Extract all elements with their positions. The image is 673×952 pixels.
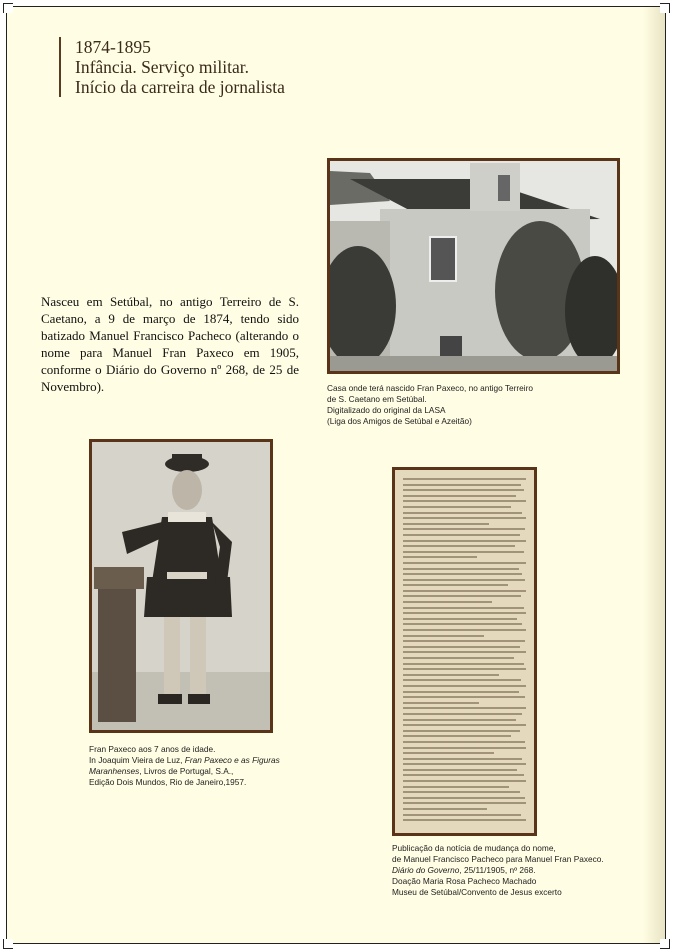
child-caption-line-2 bbox=[89, 755, 280, 766]
newspaper-text-lines bbox=[403, 478, 526, 825]
corner-mark-top-right bbox=[660, 3, 670, 13]
newspaper-text-line bbox=[403, 802, 526, 804]
newspaper-text-line bbox=[403, 769, 517, 771]
chapter-title bbox=[59, 37, 285, 97]
newspaper-text-line bbox=[403, 618, 517, 620]
newspaper-text-line bbox=[403, 674, 499, 676]
house-photo bbox=[327, 158, 620, 374]
newspaper-text-line bbox=[403, 763, 526, 765]
newspaper-text-line bbox=[403, 819, 526, 821]
newspaper-text-line bbox=[403, 663, 524, 665]
newspaper-text-line bbox=[403, 651, 526, 653]
newspaper-text-line bbox=[403, 646, 520, 648]
newspaper-text-line bbox=[403, 780, 526, 782]
child-caption-line-3 bbox=[89, 766, 280, 777]
newspaper-text-line bbox=[403, 691, 519, 693]
child-caption-publisher: , Livros de Portugal, S.A., bbox=[139, 766, 234, 776]
chapter-subtitle-line-2: Início da carreira de jornalista bbox=[75, 77, 285, 97]
newspaper-text-line bbox=[403, 579, 525, 581]
newspaper-text-line bbox=[403, 629, 526, 631]
child-caption-book-title: Fran Paxeco e as Figuras bbox=[184, 755, 280, 765]
newspaper-text-line bbox=[403, 724, 526, 726]
newspaper-text-line bbox=[403, 814, 521, 816]
newspaper-text-line bbox=[403, 573, 522, 575]
newspaper-text-line bbox=[403, 640, 525, 642]
newspaper-text-line bbox=[403, 517, 526, 519]
newspaper-text-line bbox=[403, 808, 487, 810]
newspaper-text-line bbox=[403, 758, 522, 760]
newspaper-text-line bbox=[403, 500, 526, 502]
newspaper-text-line bbox=[403, 540, 526, 542]
newspaper-text-line bbox=[403, 657, 514, 659]
newspaper-text-line bbox=[403, 568, 519, 570]
newspaper-text-line bbox=[403, 735, 511, 737]
child-portrait-caption bbox=[89, 744, 280, 788]
newspaper-text-line bbox=[403, 791, 520, 793]
newspaper-text-line bbox=[403, 478, 526, 480]
newspaper-caption-line-5: Museu de Setúbal/Convento de Jesus excerto bbox=[392, 887, 562, 897]
child-caption-book-title-cont: Maranhenses bbox=[89, 766, 140, 776]
newspaper-text-line bbox=[403, 489, 524, 491]
newspaper-text-line bbox=[403, 534, 520, 536]
newspaper-text-line bbox=[403, 707, 526, 709]
child-caption-source: In Joaquim Vieira de Luz, bbox=[89, 755, 185, 765]
newspaper-clipping-caption bbox=[392, 843, 604, 898]
newspaper-text-line bbox=[403, 601, 492, 603]
newspaper-text-line bbox=[403, 512, 522, 514]
corner-mark-bottom-left bbox=[3, 939, 13, 949]
chapter-years: 1874-1895 bbox=[75, 37, 151, 57]
newspaper-text-line bbox=[403, 623, 522, 625]
corner-mark-top-left bbox=[3, 3, 13, 13]
chapter-subtitle-line-1: Infância. Serviço militar. bbox=[75, 57, 249, 77]
newspaper-text-line bbox=[403, 484, 521, 486]
newspaper-text-line bbox=[403, 612, 526, 614]
newspaper-text-line bbox=[403, 545, 515, 547]
child-caption-line-4: Edição Dois Mundos, Rio de Janeiro,1957. bbox=[89, 777, 247, 787]
newspaper-text-line bbox=[403, 635, 484, 637]
newspaper-text-line bbox=[403, 786, 509, 788]
house-caption-line-2: de S. Caetano em Setúbal. bbox=[327, 394, 427, 404]
newspaper-text-line bbox=[403, 584, 508, 586]
page bbox=[6, 6, 666, 944]
newspaper-text-line bbox=[403, 797, 525, 799]
newspaper-text-line bbox=[403, 774, 524, 776]
newspaper-clipping-image bbox=[392, 467, 537, 836]
newspaper-text-line bbox=[403, 741, 525, 743]
house-caption-line-4: (Liga dos Amigos de Setúbal e Azeitão) bbox=[327, 416, 472, 426]
newspaper-text-line bbox=[403, 495, 516, 497]
newspaper-text-line bbox=[403, 747, 526, 749]
newspaper-text-line bbox=[403, 679, 521, 681]
house-caption-line-3: Digitalizado do original da LASA bbox=[327, 405, 446, 415]
newspaper-text-line bbox=[403, 595, 521, 597]
newspaper-caption-line-4: Doação Maria Rosa Pacheco Machado bbox=[392, 876, 537, 886]
newspaper-text-line bbox=[403, 523, 489, 525]
child-portrait-illustration bbox=[92, 442, 270, 730]
newspaper-caption-line-1: Publicação da notícia de mudança do nome, bbox=[392, 843, 556, 853]
child-caption-line-1: Fran Paxeco aos 7 anos de idade. bbox=[89, 744, 216, 754]
newspaper-caption-date: , 25/11/1905, nº 268. bbox=[459, 865, 536, 875]
corner-mark-bottom-right bbox=[660, 939, 670, 949]
newspaper-text-line bbox=[403, 551, 524, 553]
newspaper-text-line bbox=[403, 668, 526, 670]
newspaper-text-line bbox=[403, 506, 511, 508]
house-illustration bbox=[330, 161, 617, 371]
newspaper-text-line bbox=[403, 730, 520, 732]
intro-paragraph: Nasceu em Setúbal, no antigo Terreiro de S. Caetano, a 9 de março de 1874, tendo sido batizado Manuel Francisco Pacheco (alterando o nome para Manuel Fran Paxeco em 1905, conforme o Diário do Governo nº 268, de 25 de Novembro). bbox=[41, 294, 299, 394]
newspaper-text-line bbox=[403, 713, 522, 715]
newspaper-text-line bbox=[403, 719, 516, 721]
newspaper-text-line bbox=[403, 556, 477, 558]
child-portrait-photo bbox=[89, 439, 273, 733]
newspaper-caption-source: Diário do Governo bbox=[392, 865, 460, 875]
newspaper-text-line bbox=[403, 702, 479, 704]
newspaper-caption-line-3 bbox=[392, 865, 604, 876]
newspaper-text-line bbox=[403, 752, 494, 754]
newspaper-caption-line-2: de Manuel Francisco Pacheco para Manuel Fran Paxeco. bbox=[392, 854, 604, 864]
house-caption-line-1: Casa onde terá nascido Fran Paxeco, no antigo Terreiro bbox=[327, 383, 534, 393]
newspaper-text-line bbox=[403, 562, 526, 564]
newspaper-text-line bbox=[403, 590, 526, 592]
newspaper-text-line bbox=[403, 528, 525, 530]
newspaper-text-line bbox=[403, 607, 524, 609]
house-photo-caption bbox=[327, 383, 533, 427]
newspaper-text-line bbox=[403, 696, 525, 698]
newspaper-text-line bbox=[403, 685, 526, 687]
